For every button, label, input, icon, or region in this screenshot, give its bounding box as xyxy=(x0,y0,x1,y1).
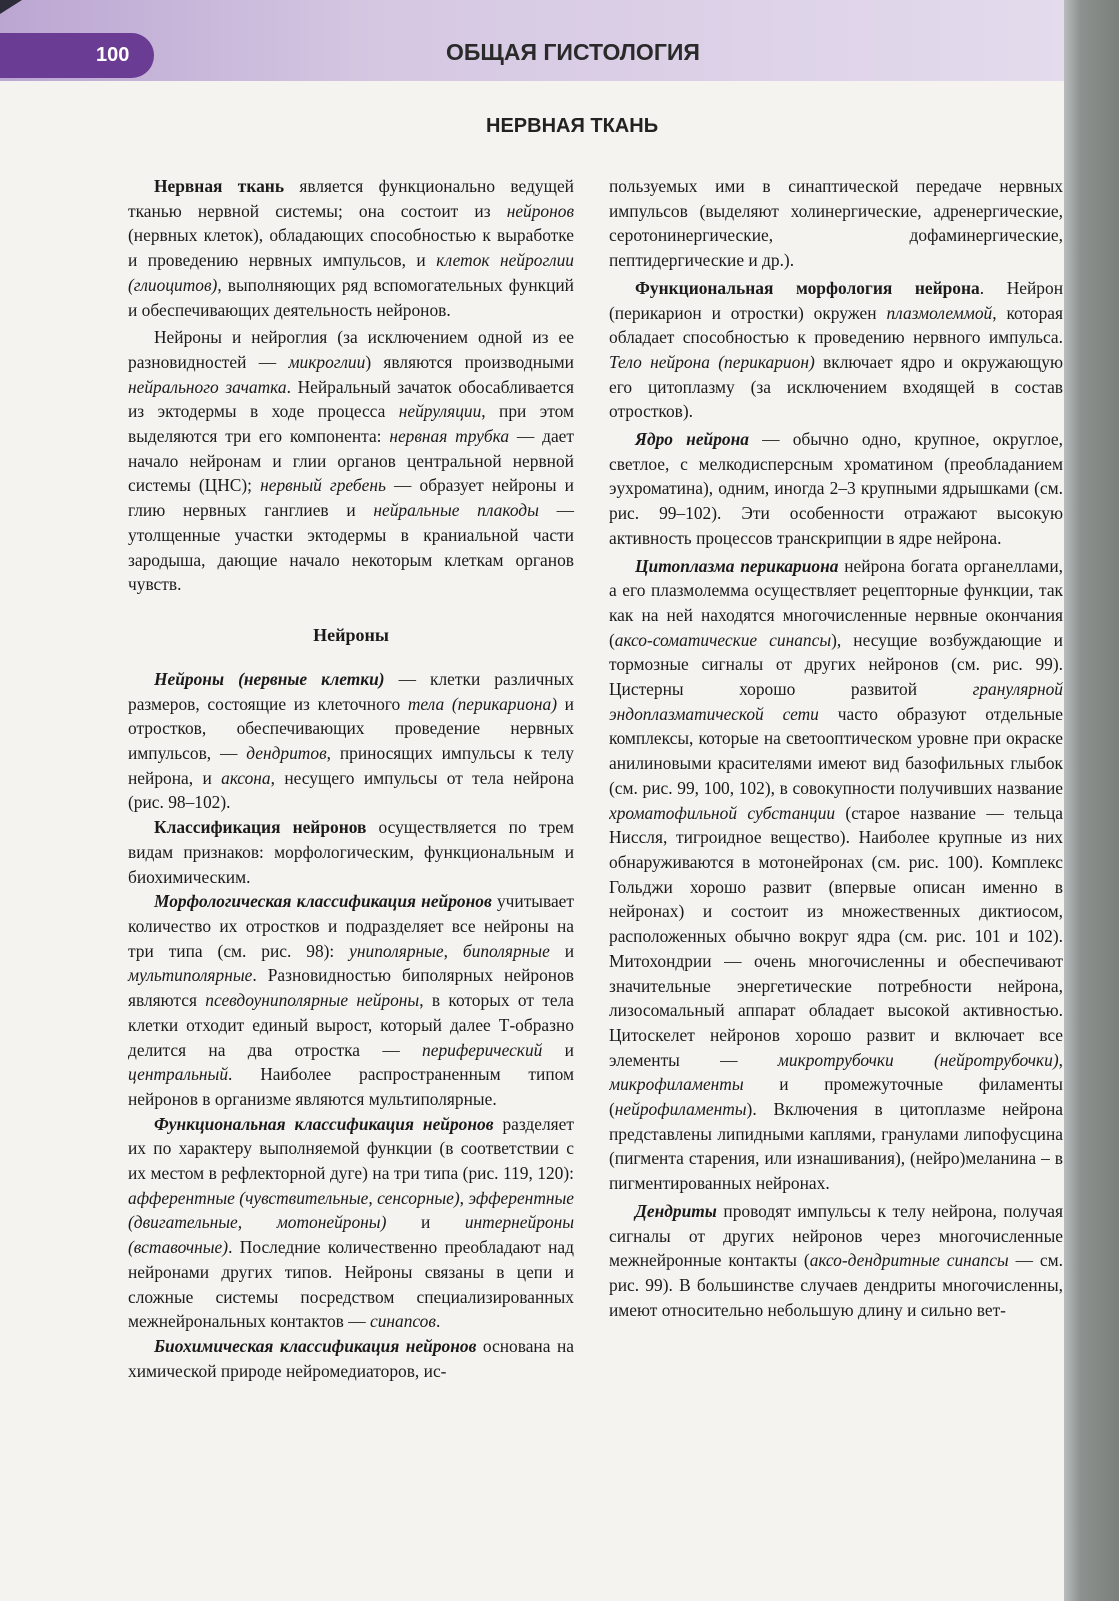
text-run: и xyxy=(542,1039,574,1060)
emphasis-text: нейральные плакоды xyxy=(373,500,539,521)
emphasis-text: дендритов xyxy=(246,743,327,764)
emphasis-text: хроматофильной субстанции xyxy=(609,802,836,823)
emphasis-text: псевдоуниполярные нейроны xyxy=(205,990,420,1011)
paragraph xyxy=(128,1112,574,1334)
emphasis-text: Классификация нейронов xyxy=(154,817,367,838)
emphasis-text: нейронов xyxy=(506,200,574,221)
text-run: , несущего импульсы от тела нейрона (рис. 98–102). xyxy=(128,767,574,813)
text-run: осуществляется по трем видам признаков: морфологическим, функциональным и биохимическим. xyxy=(128,817,574,887)
emphasis-text: Тело нейрона (перикарион) xyxy=(609,351,815,372)
emphasis-text: аксона xyxy=(221,767,271,788)
emphasis-text: Дендриты xyxy=(635,1200,717,1221)
emphasis-text: эфферентные (двигательные, мотонейроны) xyxy=(128,1187,574,1233)
text-run: — обычно одно, крупное, округлое, светлое, с мелкодисперсным хроматином (преобладанием эухроматина), одним, иногда 2–3 крупными ядрышками (см. рис. 99–102). Эти особенности отражают высокую активность процессов транскрипции в ядре нейрона. xyxy=(609,429,1063,548)
emphasis-text: нейрального зачатка xyxy=(128,376,287,397)
text-run: ), несущие возбуждающие и тормозные сигналы от других нейронов (см. рис. 99). Цистерны хорошо развитой xyxy=(609,629,1063,700)
subheading: Нейроны xyxy=(313,624,389,645)
emphasis-text: афферентные (чувствительные, сенсорные) xyxy=(128,1187,460,1208)
page-number-tab xyxy=(0,33,154,78)
text-run: . Последние количественно преобладают над нейронами других типов. Нейроны связаны в цепи и сложные системы посредством специализированных межнейрональных контактов — xyxy=(128,1237,574,1332)
text-run: , при этом выделяются три его компонента: xyxy=(128,401,574,447)
emphasis-text: периферический xyxy=(422,1039,543,1060)
paragraph xyxy=(128,815,574,889)
text-run: , xyxy=(1058,1049,1063,1070)
paragraph xyxy=(609,427,1063,551)
emphasis-text: аксо-дендритные синапсы xyxy=(809,1250,1009,1271)
text-run: — см. рис. 99). В большинстве случаев дендриты многочисленны, имеют относительно небольшую длину и сильно вет- xyxy=(609,1250,1063,1320)
emphasis-text: Цитоплазма перикариона xyxy=(635,555,839,576)
text-run: , в которых от тела клетки отходит единый вырост, который далее Т-образно делится на два отростка — xyxy=(128,990,575,1060)
emphasis-text: Функциональная морфология нейрона xyxy=(635,277,980,298)
emphasis-text: тела (перикариона) xyxy=(407,693,558,714)
emphasis-text: центральный xyxy=(128,1064,229,1085)
emphasis-text: Морфологическая классификация нейронов xyxy=(154,891,492,912)
text-run: учитывает количество их отростков и подразделяет все нейроны на три типа (см. рис. 98): xyxy=(128,891,574,961)
emphasis-text: биполярные xyxy=(462,940,550,961)
text-run: и отростков, обеспечивающих проведение нервных импульсов, — xyxy=(128,693,574,764)
paragraph xyxy=(128,1334,574,1383)
page-number: 100 xyxy=(96,44,130,66)
paragraph xyxy=(128,325,574,597)
emphasis-text: Ядро нейрона xyxy=(635,429,749,450)
emphasis-text: микроглии xyxy=(288,351,366,372)
text-run: . Нейрон (перикарион и отростки) окружен xyxy=(609,277,1063,323)
text-run: . Наиболее распространенным типом нейронов в организме являются мультиполярные. xyxy=(128,1064,574,1109)
emphasis-text: нервный гребень xyxy=(260,475,386,496)
emphasis-text: Нейроны (нервные клетки) xyxy=(154,668,385,689)
text-run: — образует нейроны и глию нервных ганглиев и xyxy=(128,475,574,521)
paragraph xyxy=(609,554,1063,1196)
left-column xyxy=(128,174,574,1383)
emphasis-text: нейрофиламенты xyxy=(614,1099,747,1120)
text-run: разделяет их по характеру выполняемой функции (в соответствии с их местом в рефлекторной дуге) на три типа (рис. 119, 120): xyxy=(128,1113,574,1184)
emphasis-text: гранулярной эндоплазматической сети xyxy=(609,679,1063,724)
emphasis-text: плазмолеммой xyxy=(886,302,993,323)
emphasis-text: нервная трубка xyxy=(389,426,510,447)
paragraph xyxy=(128,667,574,815)
text-run: нейрона богата органеллами, а его плазмолемма осуществляет рецепторные функции, так как на ней находятся многочисленные нервные окончания ( xyxy=(609,555,1063,650)
text-run: часто образуют отдельные комплексы, которые на светооптическом уровне при окраске анилиновыми красителями имеют вид базофильных глыбок (см. рис. 99, 100, 102), в совокупности получивших название xyxy=(609,703,1063,798)
paragraph xyxy=(609,1199,1063,1323)
text-run: . Разновидностью биполярных нейронов являются xyxy=(128,965,574,1011)
emphasis-text: мультиполярные xyxy=(128,965,253,986)
emphasis-text: униполярные xyxy=(349,940,444,961)
emphasis-text: Биохимическая классификация нейронов xyxy=(154,1335,477,1356)
text-run: , выполняющих ряд вспомогательных функций и обеспечивающих деятельность нейронов. xyxy=(128,274,574,320)
emphasis-text: Функциональная классификация нейронов xyxy=(154,1113,494,1134)
paragraph xyxy=(128,889,574,1111)
section-title: НЕРВНАЯ ТКАНЬ xyxy=(486,115,659,137)
text-run: . Нейральный зачаток обосабливается из эктодермы в ходе процесса xyxy=(128,376,574,422)
emphasis-text: микротрубочки (нейротрубочки) xyxy=(777,1049,1059,1070)
text-run: (старое название — тельца Ниссля, тигроидное вещество). Наиболее крупные из них обнаруживаются в мотонейронах (см. рис. 100). Комплекс Гольджи хорошо развит (впервые описан именно в нейронах) и состоит из множественных диктиосом, расположенных обычно вокруг ядра (см. рис. 101 и 102). Митохондрии — очень многочисленны и обеспечивают значительные энергетические потребности нейрона, лизосомальный аппарат обладает высокой активностью. Цитоскелет нейронов хорошо развит и включает все элементы — xyxy=(609,802,1063,1070)
emphasis-text: клеток нейроглии (глиоцитов) xyxy=(128,250,574,295)
emphasis-text: синапсов xyxy=(369,1311,436,1332)
text-run: и промежуточные филаменты ( xyxy=(609,1074,1063,1120)
text-run: , приносящих импульсы к телу нейрона, и xyxy=(128,743,575,788)
text-run: ). Включения в цитоплазме нейрона представлены липидными каплями, гранулами липофусцина (пигмента старения, или изнашивания), (нейро)меланина – в пигментированных нейронах. xyxy=(609,1099,1063,1194)
right-column xyxy=(609,174,1063,1474)
emphasis-text: микрофиламенты xyxy=(609,1074,744,1095)
text-run: и xyxy=(549,940,574,961)
text-run: является функционально ведущей тканью нервной системы; она состоит из xyxy=(128,176,574,221)
text-run: — клетки различных размеров, состоящие из клеточного xyxy=(128,668,574,714)
text-run: — дает начало нейронам и глии органов центральной нервной системы (ЦНС); xyxy=(128,426,574,496)
text-run: включает ядро и окружающую его цитоплазму (за исключением входящей в состав отростков). xyxy=(609,351,1063,422)
text-run: , xyxy=(459,1187,469,1208)
emphasis-text: Нервная ткань xyxy=(154,176,285,196)
paragraph xyxy=(128,174,574,322)
text-run: и xyxy=(386,1212,465,1233)
text-run: проводят импульсы к телу нейрона, получая сигналы от других нейронов через многочисленные межнейронные контакты ( xyxy=(609,1200,1063,1271)
text-run: , xyxy=(443,940,463,961)
emphasis-text: аксо-соматические синапсы xyxy=(614,629,832,650)
text-run: основана на химической природе нейромедиаторов, ис- xyxy=(128,1335,574,1381)
emphasis-text: интернейроны (вставочные) xyxy=(128,1212,574,1258)
text-run: . xyxy=(435,1311,441,1332)
text-run: — утолщенные участки эктодермы в краниальной части зародыша, дающие начало некоторым клеткам органов чувств. xyxy=(128,500,574,595)
page-edge-shadow xyxy=(1064,0,1119,1601)
text-run: Нейроны и нейроглия (за исключением одной из ее разновидностей — xyxy=(128,327,574,372)
text-run: пользуемых ими в синаптической передаче нервных импульсов (выделяют холинергические, адренергические, серотонинергические, дофаминергические, пептидергические и др.). xyxy=(609,176,1063,271)
running-head: ОБЩАЯ ГИСТОЛОГИЯ xyxy=(446,39,700,65)
text-run: , которая обладает способностью к проведению нервного импульса. xyxy=(609,302,1063,348)
emphasis-text: нейруляции xyxy=(398,401,482,422)
text-run: ) являются производными xyxy=(365,351,574,372)
paragraph xyxy=(609,276,1063,424)
paragraph xyxy=(609,174,1063,273)
text-run: (нервных клеток), обладающих способностью к выработке и проведению нервных импульсов, и xyxy=(128,225,574,271)
